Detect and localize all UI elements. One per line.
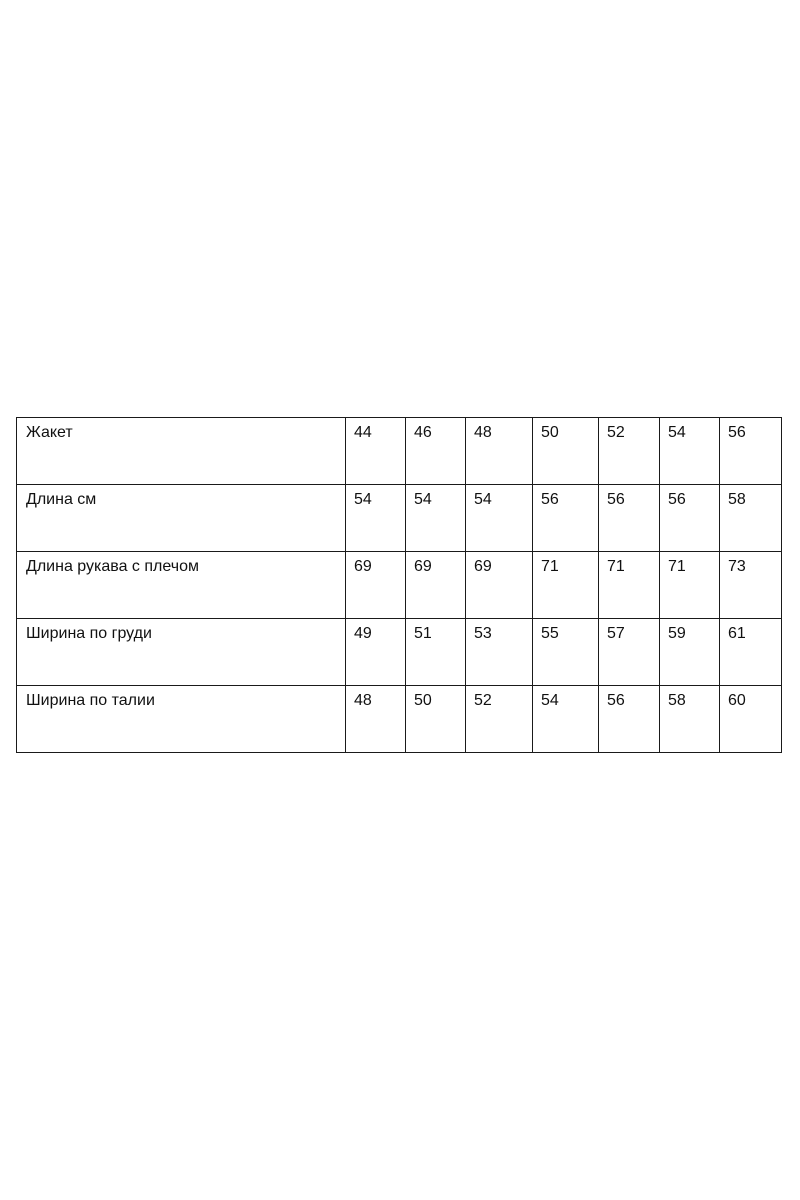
row-label: Ширина по талии: [17, 686, 346, 753]
row-label: Жакет: [17, 418, 346, 485]
table-cell: 58: [660, 686, 720, 753]
row-label: Длина см: [17, 485, 346, 552]
row-label: Длина рукава с плечом: [17, 552, 346, 619]
table-cell: 54: [466, 485, 533, 552]
table-cell: 56: [720, 418, 782, 485]
table-row: [17, 418, 782, 485]
table-cell: 51: [406, 619, 466, 686]
table-cell: 69: [406, 552, 466, 619]
table-row: [17, 619, 782, 686]
table-cell: 53: [466, 619, 533, 686]
table-cell: 50: [406, 686, 466, 753]
table-cell: 56: [599, 686, 660, 753]
table-cell: 52: [599, 418, 660, 485]
table-cell: 48: [466, 418, 533, 485]
table-cell: 60: [720, 686, 782, 753]
table-cell: 59: [660, 619, 720, 686]
table-cell: 56: [660, 485, 720, 552]
table-cell: 69: [466, 552, 533, 619]
table-cell: 71: [660, 552, 720, 619]
table-cell: 48: [346, 686, 406, 753]
table-cell: 54: [533, 686, 599, 753]
table-cell: 56: [533, 485, 599, 552]
table-cell: 56: [599, 485, 660, 552]
table-cell: 54: [660, 418, 720, 485]
size-chart-table: [16, 417, 782, 753]
table-cell: 69: [346, 552, 406, 619]
table-row: [17, 485, 782, 552]
table-row: [17, 686, 782, 753]
table-cell: 49: [346, 619, 406, 686]
table-cell: 46: [406, 418, 466, 485]
table-cell: 61: [720, 619, 782, 686]
table-cell: 52: [466, 686, 533, 753]
table-cell: 50: [533, 418, 599, 485]
table-body: [17, 418, 782, 753]
row-label: Ширина по груди: [17, 619, 346, 686]
table-cell: 71: [533, 552, 599, 619]
table-cell: 58: [720, 485, 782, 552]
table-cell: 73: [720, 552, 782, 619]
table-cell: 57: [599, 619, 660, 686]
table-cell: 54: [406, 485, 466, 552]
table-cell: 71: [599, 552, 660, 619]
table-row: [17, 552, 782, 619]
table-cell: 55: [533, 619, 599, 686]
table-cell: 44: [346, 418, 406, 485]
table-cell: 54: [346, 485, 406, 552]
